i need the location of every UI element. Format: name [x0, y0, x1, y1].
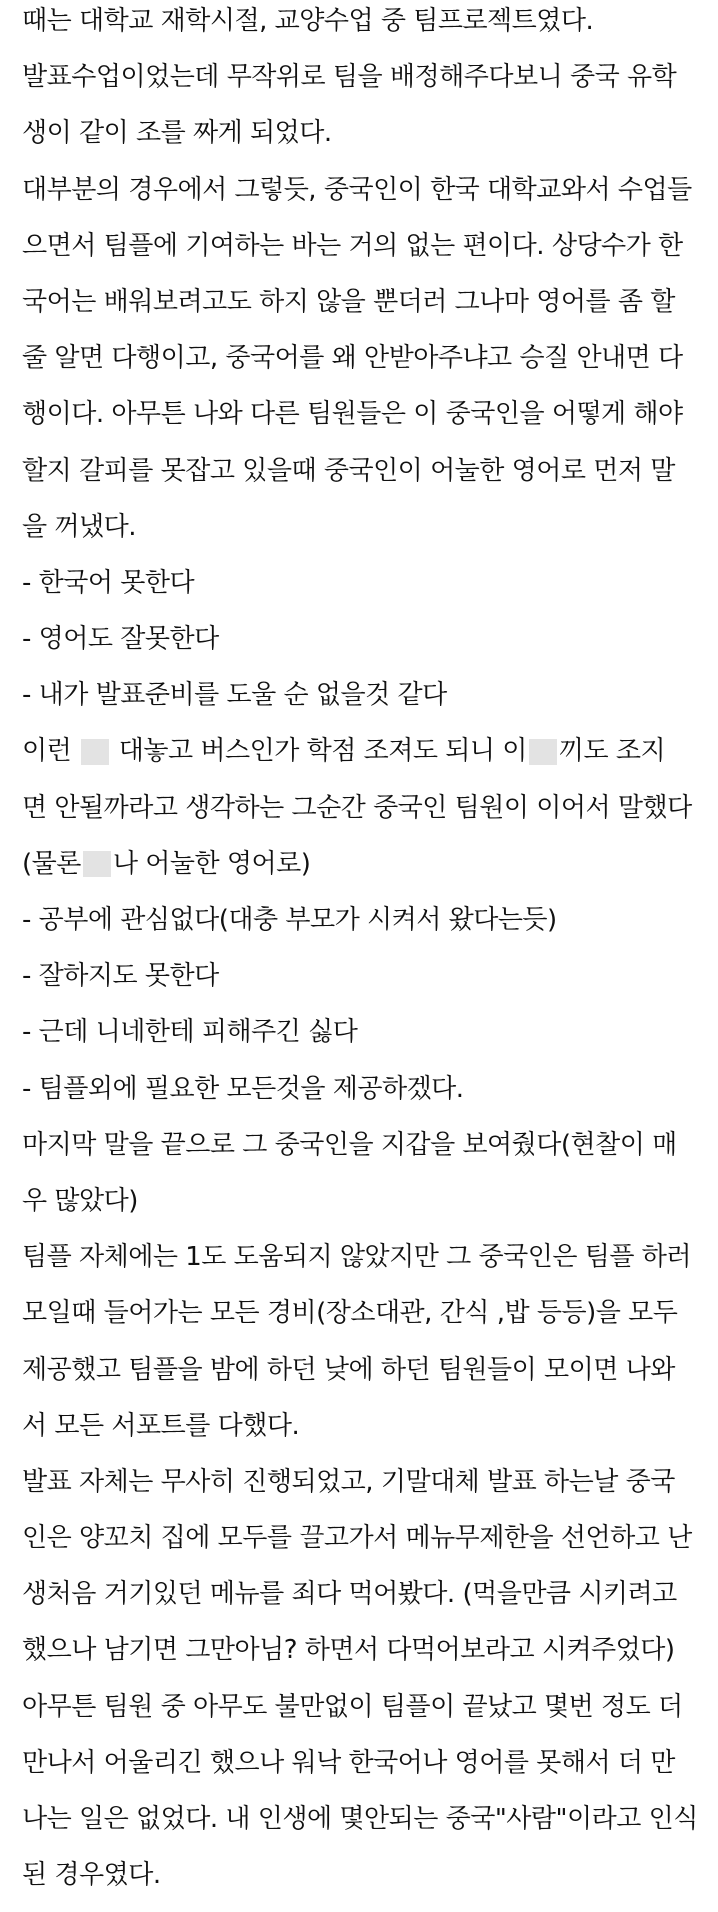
list-item: - 근데 니네한테 피해주긴 싫다 — [22, 1017, 358, 1048]
text-fragment: 나 어눌한 영어로) — [112, 848, 311, 879]
text-line: 으면서 팀플에 기여하는 바는 거의 없는 편이다. 상당수가 한 — [22, 230, 683, 261]
list-item: - 내가 발표준비를 도울 순 없을것 같다 — [22, 680, 447, 711]
text-line: 생처음 거기있던 메뉴를 죄다 먹어봤다. (먹을만큼 시키려고 — [22, 1579, 677, 1610]
text-line: 우 많았다) — [22, 1185, 138, 1216]
text-line: 아무튼 팀원 중 아무도 불만없이 팀플이 끝났고 몇번 정도 더 — [22, 1691, 683, 1722]
text-line: 팀플 자체에는 1도 도움되지 않았지만 그 중국인은 팀플 하러 — [22, 1242, 691, 1273]
list-item: - 공부에 관심없다(대충 부모가 시켜서 왔다는듯) — [22, 905, 557, 935]
text-fragment: (물론 — [22, 848, 81, 879]
list-item: - 팀플외에 필요한 모든것을 제공하겠다. — [22, 1073, 464, 1104]
text-line: 인은 양꼬치 집에 모두를 끌고가서 메뉴무제한을 선언하고 난 — [22, 1523, 692, 1554]
text-line-with-redaction — [22, 730, 712, 786]
list-item: - 한국어 못한다 — [22, 567, 195, 598]
redaction-blur — [81, 739, 109, 765]
text-line: 발표수업이었는데 무작위로 팀을 배정해주다보니 중국 유학 — [22, 62, 677, 93]
text-line: 행이다. 아무튼 나와 다른 팀원들은 이 중국인을 어떻게 해야 — [22, 399, 683, 430]
list-item: - 영어도 잘못한다 — [22, 624, 219, 655]
text-fragment: 끼도 조지 — [558, 736, 666, 767]
text-line-with-redaction — [22, 843, 712, 899]
text-line: 마지막 말을 끝으로 그 중국인을 지갑을 보여줬다(현찰이 매 — [22, 1129, 677, 1160]
redaction-blur — [529, 739, 557, 765]
text-line: 줄 알면 다행이고, 중국어를 왜 안받아주냐고 승질 안내면 다 — [22, 343, 683, 374]
post-body — [22, 0, 712, 1910]
text-line: 나는 일은 없었다. 내 인생에 몇안되는 중국"사람"이라고 인식 — [22, 1804, 698, 1834]
text-line: 생이 같이 조를 짜게 되었다. — [22, 118, 332, 149]
text-line: 모일때 들어가는 모든 경비(장소대관, 간식 ,밥 등등)을 모두 — [22, 1298, 678, 1329]
text-line: 제공했고 팀플을 밤에 하던 낮에 하던 팀원들이 모이면 나와 — [22, 1354, 675, 1385]
text-line: 만나서 어울리긴 했으나 워낙 한국어나 영어를 못해서 더 만 — [22, 1747, 675, 1778]
text-line: 면 안될까라고 생각하는 그순간 중국인 팀원이 이어서 말했다 — [22, 792, 692, 823]
redaction-blur — [83, 851, 111, 877]
text-fragment: 이런 — [22, 736, 72, 767]
text-line: 서 모든 서포트를 다했다. — [22, 1410, 300, 1441]
text-line: 발표 자체는 무사히 진행되었고, 기말대체 발표 하는날 중국 — [22, 1466, 675, 1497]
text-line: 된 경우였다. — [22, 1860, 161, 1891]
text-line: 국어는 배워보려고도 하지 않을 뿐더러 그나마 영어를 좀 할 — [22, 286, 675, 317]
list-item: - 잘하지도 못한다 — [22, 961, 219, 992]
text-line: 할지 갈피를 못잡고 있을때 중국인이 어눌한 영어로 먼저 말 — [22, 455, 675, 486]
text-line: 했으나 남기면 그만아님? 하면서 다먹어보라고 시켜주었다) — [22, 1635, 675, 1666]
text-line: 때는 대학교 재학시절, 교양수업 중 팀프로젝트였다. — [22, 6, 594, 36]
text-line: 대부분의 경우에서 그렇듯, 중국인이 한국 대학교와서 수업들 — [22, 174, 692, 205]
text-line: 을 꺼냈다. — [22, 511, 136, 542]
text-fragment: 대놓고 버스인가 학점 조져도 되니 이 — [118, 736, 527, 767]
